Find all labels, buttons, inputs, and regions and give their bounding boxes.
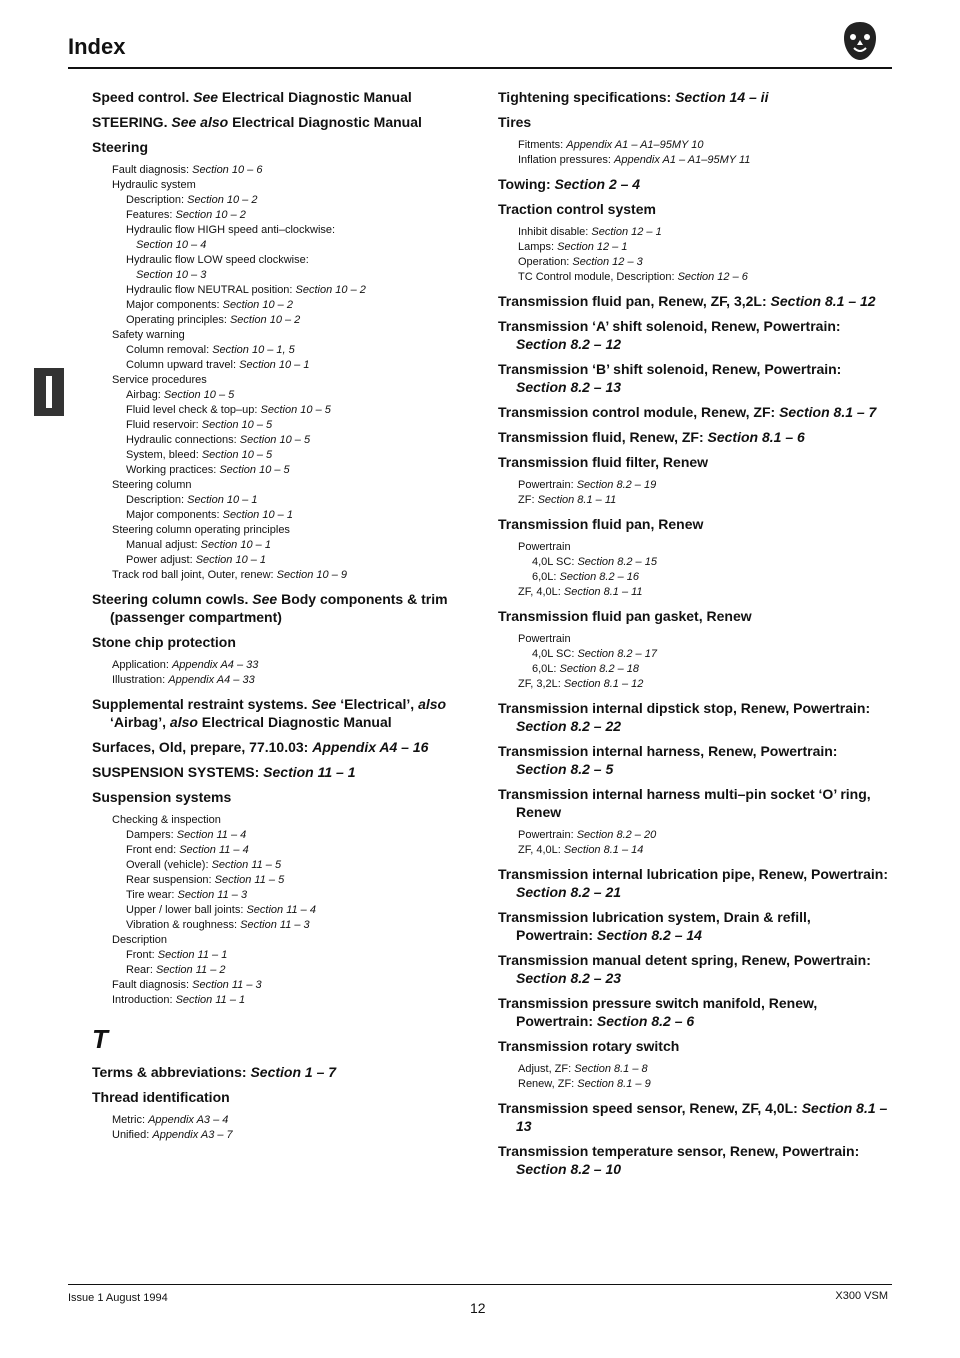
subentry-text: Vibration & roughness: (126, 919, 241, 931)
index-subentry (92, 373, 492, 388)
subentry-reference: Section 8.1 – 14 (563, 844, 644, 856)
index-subentry (498, 1062, 888, 1077)
subentry-reference: Section 10 – 1 (222, 509, 293, 521)
subentry-reference: Section 10 – 2 (222, 299, 293, 311)
footer-rule (68, 1284, 892, 1285)
subentry-text: Fitments: (518, 139, 567, 151)
index-subentry (92, 268, 492, 283)
index-column-left (92, 88, 492, 1150)
subentry-text: Fault diagnosis: (112, 164, 193, 176)
index-subentry (92, 478, 492, 493)
subentry-text: Adjust, ZF: (518, 1063, 575, 1075)
subentry-text: ZF, 4,0L: (518, 844, 564, 856)
subentry-text: Overall (vehicle): (126, 859, 212, 871)
index-subentry (498, 255, 888, 270)
subentry-reference: Section 11 – 3 (240, 919, 310, 931)
index-heading: Transmission internal dipstick stop, Renew, Powertrain: Section 8.2 – 22 (498, 700, 871, 734)
subentry-reference: Section 10 – 4 (136, 239, 207, 251)
subentry-reference: Section 8.1 – 11 (563, 586, 643, 598)
subentry-reference: Section 8.1 – 12 (563, 678, 644, 690)
index-subentry (92, 283, 492, 298)
subentry-text: Checking & inspection (112, 814, 221, 826)
index-subentry (498, 632, 888, 647)
subentry-text: Renew, ZF: (518, 1078, 578, 1090)
subentry-reference: Section 10 – 2 (175, 209, 246, 221)
subentry-reference: Section 10 – 2 (295, 284, 366, 296)
subentry-reference: Section 8.1 – 11 (537, 494, 617, 506)
index-heading: Transmission manual detent spring, Renew, Powertrain: Section 8.2 – 23 (498, 952, 871, 986)
subentry-text: 4,0L SC: (532, 556, 578, 568)
index-heading: Supplemental restraint systems. See ‘Electrical’, also ‘Airbag’, also Electrical Diagnostic Manual (92, 696, 447, 730)
page-title: Index (68, 34, 126, 59)
subentry-reference: Section 11 – 5 (214, 874, 285, 886)
subentry-text: Metric: (112, 1114, 149, 1126)
index-subentry (498, 677, 888, 692)
index-heading: Steering (92, 139, 149, 155)
index-subentry (92, 208, 492, 223)
subentry-reference: Section 10 – 1, 5 (212, 344, 295, 356)
index-heading: Thread identification (92, 1089, 230, 1105)
index-heading: Transmission speed sensor, Renew, ZF, 4,0L: Section 8.1 – 13 (498, 1100, 888, 1134)
subentry-text: Front: (126, 949, 158, 961)
index-subentry (92, 673, 492, 688)
subentry-text: Powertrain (518, 541, 571, 553)
subentry-reference: Section 10 – 1 (187, 494, 258, 506)
subentry-reference: Section 10 – 5 (201, 449, 273, 461)
subentry-text: Powertrain (518, 633, 571, 645)
subentry-text: Description: (126, 194, 188, 206)
subentry-text: Description (112, 934, 168, 946)
index-heading: Transmission fluid filter, Renew (498, 454, 709, 470)
index-subentry (92, 418, 492, 433)
index-subentry (92, 978, 492, 993)
index-heading: Transmission fluid pan, Renew (498, 516, 704, 532)
subentry-reference: Section 10 – 3 (136, 269, 207, 281)
subentry-reference: Section 8.2 – 18 (559, 663, 640, 675)
index-column-right (498, 88, 888, 1185)
subentry-text: Front end: (126, 844, 180, 856)
index-subentry (498, 478, 888, 493)
index-subentry (92, 523, 492, 538)
index-subentry (92, 448, 492, 463)
index-subentry (92, 343, 492, 358)
subentry-reference: Section 10 – 2 (187, 194, 258, 206)
index-heading: Transmission control module, Renew, ZF: Section 8.1 – 7 (498, 404, 877, 420)
subentry-reference: Section 8.1 – 8 (574, 1063, 648, 1075)
index-letter: T (92, 1024, 108, 1054)
index-heading: Steering column cowls. See Body components & trim (passenger compartment) (92, 591, 448, 625)
index-subentry (92, 1128, 492, 1143)
subentry-reference: Section 10 – 5 (201, 419, 273, 431)
subentry-text: Powertrain: (518, 829, 577, 841)
index-subentry (498, 240, 888, 255)
subentry-reference: Section 10 – 5 (219, 464, 290, 476)
subentry-text: Safety warning (112, 329, 185, 341)
subentry-text: Working practices: (126, 464, 220, 476)
subentry-text: Introduction: (112, 994, 176, 1006)
index-subentry (498, 828, 888, 843)
index-subentry (498, 270, 888, 285)
index-heading: Transmission internal harness, Renew, Powertrain: Section 8.2 – 5 (498, 743, 838, 777)
subentry-text: Operation: (518, 256, 573, 268)
subentry-reference: Section 8.2 – 16 (559, 571, 640, 583)
subentry-text: Rear: (126, 964, 156, 976)
subentry-text: Hydraulic flow NEUTRAL position: (126, 284, 296, 296)
index-heading: Transmission fluid pan gasket, Renew (498, 608, 752, 624)
subentry-reference: Section 10 – 5 (163, 389, 235, 401)
index-subentry (92, 873, 492, 888)
subentry-reference: Section 10 – 2 (229, 314, 301, 326)
index-heading: SUSPENSION SYSTEMS: Section 11 – 1 (92, 764, 356, 780)
index-subentry (498, 647, 888, 662)
subentry-text: Lamps: (518, 241, 558, 253)
index-subentry (498, 540, 888, 555)
index-heading: Transmission rotary switch (498, 1038, 680, 1054)
index-subentry (92, 328, 492, 343)
index-subentry (92, 658, 492, 673)
index-subentry (92, 538, 492, 553)
index-subentry (498, 138, 888, 153)
index-subentry (92, 253, 492, 268)
subentry-text: Fluid reservoir: (126, 419, 202, 431)
index-subentry (498, 1077, 888, 1092)
index-subentry (92, 963, 492, 978)
index-heading: Transmission ‘A’ shift solenoid, Renew, Powertrain: Section 8.2 – 12 (498, 318, 841, 352)
subentry-text: 6,0L: (532, 571, 560, 583)
subentry-text: Powertrain: (518, 479, 577, 491)
index-subentry (92, 828, 492, 843)
index-subentry (92, 388, 492, 403)
subentry-text: ZF: (518, 494, 538, 506)
subentry-reference: Section 11 – 5 (211, 859, 282, 871)
subentry-text: Dampers: (126, 829, 177, 841)
subentry-reference: Appendix A1 – A1–95MY 11 (614, 154, 751, 166)
subentry-text: 4,0L SC: (532, 648, 578, 660)
subentry-text: Hydraulic connections: (126, 434, 240, 446)
index-subentry (92, 813, 492, 828)
subentry-reference: Section 8.2 – 19 (576, 479, 657, 491)
index-subentry (92, 313, 492, 328)
subentry-text: Manual adjust: (126, 539, 201, 551)
index-heading: Transmission fluid, Renew, ZF: Section 8.1 – 6 (498, 429, 805, 445)
index-subentry (92, 493, 492, 508)
subentry-text: Track rod ball joint, Outer, renew: (112, 569, 277, 581)
index-heading: Tightening specifications: Section 14 – ii (498, 89, 769, 105)
subentry-reference: Section 11 – 4 (176, 829, 247, 841)
index-subentry (92, 508, 492, 523)
subentry-reference: Section 8.2 – 17 (577, 648, 657, 660)
subentry-reference: Section 10 – 1 (195, 554, 267, 566)
subentry-reference: Section 11 – 1 (157, 949, 228, 961)
index-subentry (92, 358, 492, 373)
subentry-reference: Appendix A1 – A1–95MY 10 (566, 139, 704, 151)
subentry-reference: Section 10 – 5 (239, 434, 311, 446)
document-code: X300 VSM (835, 1290, 888, 1302)
index-heading: Transmission internal harness multi–pin socket ‘O’ ring, Renew (498, 786, 871, 820)
subentry-text: Hydraulic flow HIGH speed anti–clockwise: (126, 224, 336, 236)
subentry-reference: Appendix A4 – 33 (168, 674, 255, 686)
index-subentry (92, 298, 492, 313)
subentry-text: Features: (126, 209, 176, 221)
index-subentry (92, 403, 492, 418)
index-subentry (92, 933, 492, 948)
index-subentry (498, 493, 888, 508)
index-subentry (92, 888, 492, 903)
index-heading: Transmission lubrication system, Drain & refill, Powertrain: Section 8.2 – 14 (498, 909, 811, 943)
subentry-text: Operating principles: (126, 314, 230, 326)
subentry-text: Unified: (112, 1129, 153, 1141)
index-heading: Suspension systems (92, 789, 232, 805)
subentry-text: TC Control module, Description: (518, 271, 678, 283)
index-subentry (92, 843, 492, 858)
subentry-reference: Appendix A4 – 33 (171, 659, 259, 671)
index-subentry (92, 918, 492, 933)
index-subentry (92, 193, 492, 208)
index-heading: Stone chip protection (92, 634, 236, 650)
subentry-text: Column upward travel: (126, 359, 240, 371)
index-subentry (498, 662, 888, 677)
subentry-text: Rear suspension: (126, 874, 215, 886)
subentry-text: Application: (112, 659, 172, 671)
index-heading: Transmission temperature sensor, Renew, Powertrain: Section 8.2 – 10 (498, 1143, 860, 1177)
subentry-reference: Section 8.1 – 9 (577, 1078, 651, 1090)
subentry-text: Steering column operating principles (112, 524, 290, 536)
subentry-reference: Section 10 – 1 (200, 539, 271, 551)
subentry-text: Hydraulic flow LOW speed clockwise: (126, 254, 309, 266)
subentry-reference: Section 12 – 1 (591, 226, 662, 238)
index-subentry (92, 948, 492, 963)
subentry-text: Hydraulic system (112, 179, 196, 191)
index-heading: Transmission ‘B’ shift solenoid, Renew, Powertrain: Section 8.2 – 13 (498, 361, 842, 395)
index-subentry (498, 555, 888, 570)
index-heading: Tires (498, 114, 532, 130)
index-heading: Surfaces, Old, prepare, 77.10.03: Appendix A4 – 16 (92, 739, 429, 755)
index-subentry (92, 858, 492, 873)
subentry-text: Fluid level check & top–up: (126, 404, 261, 416)
subentry-reference: Appendix A3 – 4 (148, 1114, 229, 1126)
subentry-reference: Section 10 – 5 (260, 404, 331, 416)
subentry-text: Inhibit disable: (518, 226, 592, 238)
subentry-text: Column removal: (126, 344, 213, 356)
index-subentry (92, 433, 492, 448)
subentry-reference: Section 10 – 9 (276, 569, 348, 581)
index-heading: Towing: Section 2 – 4 (498, 176, 641, 192)
index-subentry (92, 163, 492, 178)
subentry-text: System, bleed: (126, 449, 202, 461)
subentry-text: ZF, 4,0L: (518, 586, 564, 598)
index-heading: STEERING. See also Electrical Diagnostic Manual (92, 114, 422, 130)
subentry-text: Major components: (126, 509, 223, 521)
jaguar-head-icon (840, 20, 880, 62)
subentry-text: 6,0L: (532, 663, 560, 675)
subentry-reference: Section 12 – 6 (677, 271, 748, 283)
index-subentry (498, 153, 888, 168)
index-heading: Transmission internal lubrication pipe, Renew, Powertrain: Section 8.2 – 21 (498, 866, 889, 900)
subentry-text: ZF, 3,2L: (518, 678, 564, 690)
subentry-text: Inflation pressures: (518, 154, 614, 166)
index-subentry (92, 1113, 492, 1128)
subentry-reference: Section 11 – 4 (179, 844, 249, 856)
subentry-text: Steering column (112, 479, 192, 491)
header-rule (68, 67, 892, 69)
subentry-text: Airbag: (126, 389, 164, 401)
subentry-text: Description: (126, 494, 188, 506)
index-heading: Transmission pressure switch manifold, Renew, Powertrain: Section 8.2 – 6 (498, 995, 818, 1029)
page-number: 12 (470, 1300, 486, 1316)
subentry-text: Fault diagnosis: (112, 979, 193, 991)
subentry-reference: Section 11 – 1 (175, 994, 246, 1006)
subentry-reference: Section 11 – 2 (155, 964, 226, 976)
index-subentry (92, 178, 492, 193)
subentry-reference: Section 8.2 – 20 (576, 829, 657, 841)
subentry-reference: Appendix A3 – 7 (152, 1129, 233, 1141)
index-subentry (92, 553, 492, 568)
subentry-reference: Section 10 – 6 (192, 164, 263, 176)
subentry-reference: Section 12 – 1 (557, 241, 628, 253)
subentry-reference: Section 11 – 3 (192, 979, 262, 991)
index-subentry (498, 843, 888, 858)
subentry-reference: Section 8.2 – 15 (577, 556, 657, 568)
subentry-reference: Section 12 – 3 (572, 256, 643, 268)
index-heading: Traction control system (498, 201, 656, 217)
subentry-text: Power adjust: (126, 554, 196, 566)
subentry-reference: Section 11 – 3 (177, 889, 248, 901)
index-heading: Terms & abbreviations: Section 1 – 7 (92, 1064, 337, 1080)
index-subentry (92, 238, 492, 253)
index-subentry (92, 568, 492, 583)
index-heading: Speed control. See Electrical Diagnostic Manual (92, 89, 412, 105)
index-subentry (498, 225, 888, 240)
index-subentry (92, 223, 492, 238)
section-tab-marker (34, 368, 64, 416)
subentry-text: Tire wear: (126, 889, 178, 901)
issue-date: Issue 1 August 1994 (68, 1292, 168, 1304)
index-subentry (92, 993, 492, 1008)
subentry-reference: Section 10 – 1 (239, 359, 310, 371)
subentry-text: Major components: (126, 299, 223, 311)
index-heading: Transmission fluid pan, Renew, ZF, 3,2L: Section 8.1 – 12 (498, 293, 876, 309)
subentry-text: Upper / lower ball joints: (126, 904, 247, 916)
subentry-text: Service procedures (112, 374, 207, 386)
index-subentry (498, 585, 888, 600)
subentry-text: Illustration: (112, 674, 169, 686)
index-subentry (498, 570, 888, 585)
index-subentry (92, 903, 492, 918)
index-subentry (92, 463, 492, 478)
subentry-reference: Section 11 – 4 (246, 904, 316, 916)
